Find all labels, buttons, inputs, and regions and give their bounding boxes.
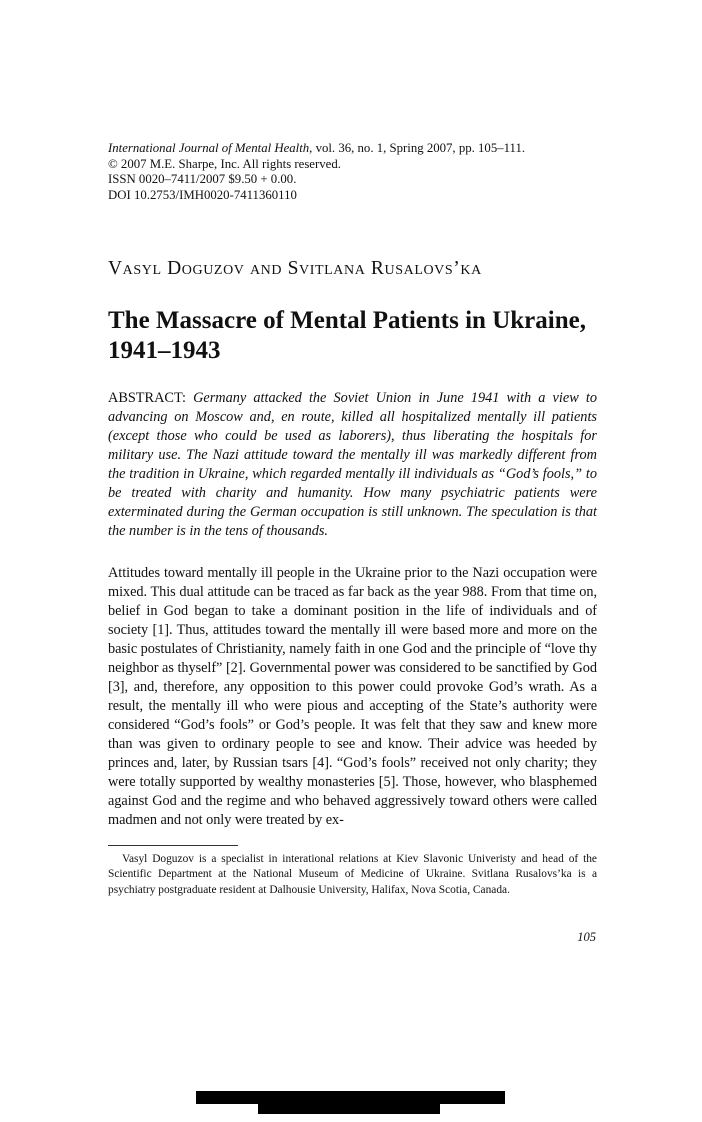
scan-artifact-tab	[258, 1100, 440, 1114]
citation-details: , vol. 36, no. 1, Spring 2007, pp. 105–111.	[309, 141, 526, 155]
authors: Vasyl Doguzov and Svitlana Rusalovs’ka	[108, 258, 482, 279]
abstract-text: Germany attacked the Soviet Union in June 1941 with a view to advancing on Moscow and, en route, killed all hospitalized mentally ill patients (except those who could be used as laborers), thus liberating the hospitals for military use. The Nazi attitude toward the mentally ill was markedly different from the tradition in Ukraine, which regarded mentally ill individuals as “God’s fools,” to be treated with charity and humanity. How many psychiatric patients were exterminated during the German occupation is still unknown. The speculation is that the number is in the tens of thousands.	[108, 390, 597, 539]
abstract-label: ABSTRACT:	[108, 390, 194, 406]
article-title: The Massacre of Mental Patients in Ukraine, 1941–1943	[108, 307, 586, 364]
citation-line	[108, 141, 628, 157]
footnote-rule	[108, 845, 238, 846]
abstract	[108, 389, 597, 541]
journal-name: International Journal of Mental Health	[108, 141, 310, 155]
author-footnote: Vasyl Doguzov is a specialist in interational relations at Kiev Slavonic Univeristy and head of the Scientific Department at the National Museum of Medicine of Ukraine. Svitlana Rusalovs’ka is a psychiatry postgraduate resident at Dalhousie University, Halifax, Nova Scotia, Canada.	[108, 853, 597, 896]
copyright-line: © 2007 M.E. Sharpe, Inc. All rights reserved.	[108, 156, 341, 171]
page-number: 105	[577, 930, 596, 944]
issn-line: ISSN 0020–7411/2007 $9.50 + 0.00.	[108, 172, 297, 187]
doi-line: DOI 10.2753/IMH0020-7411360110	[108, 187, 297, 202]
body-paragraph: Attitudes toward mentally ill people in the Ukraine prior to the Nazi occupation were mixed. This dual attitude can be traced as far back as the year 988. From that time on, belief in God began to take a dominant position in the life of individuals and of society [1]. Thus, attitudes toward the mentally ill were based more and more on the basic postulates of Christianity, namely faith in one God and the principle of “love thy neighbor as thyself” [2]. Governmental power was considered to be sanctified by God [3], and, therefore, any opposition to this power could provoke God’s wrath. As a result, the mentally ill who were pious and accepting of the State’s authority were considered “God’s fools” or God’s people. It was felt that they saw and knew more than was given to ordinary people to see and know. Their advice was heeded by princes and, later, by Russian tsars [4]. “God’s fools” received not only charity; they were totally supported by wealthy monasteries [5]. Those, however, who blasphemed against God and the regime and who behaved aggressively toward others were called madmen and not only were treated by ex-	[108, 565, 597, 828]
citation-block	[108, 141, 628, 203]
